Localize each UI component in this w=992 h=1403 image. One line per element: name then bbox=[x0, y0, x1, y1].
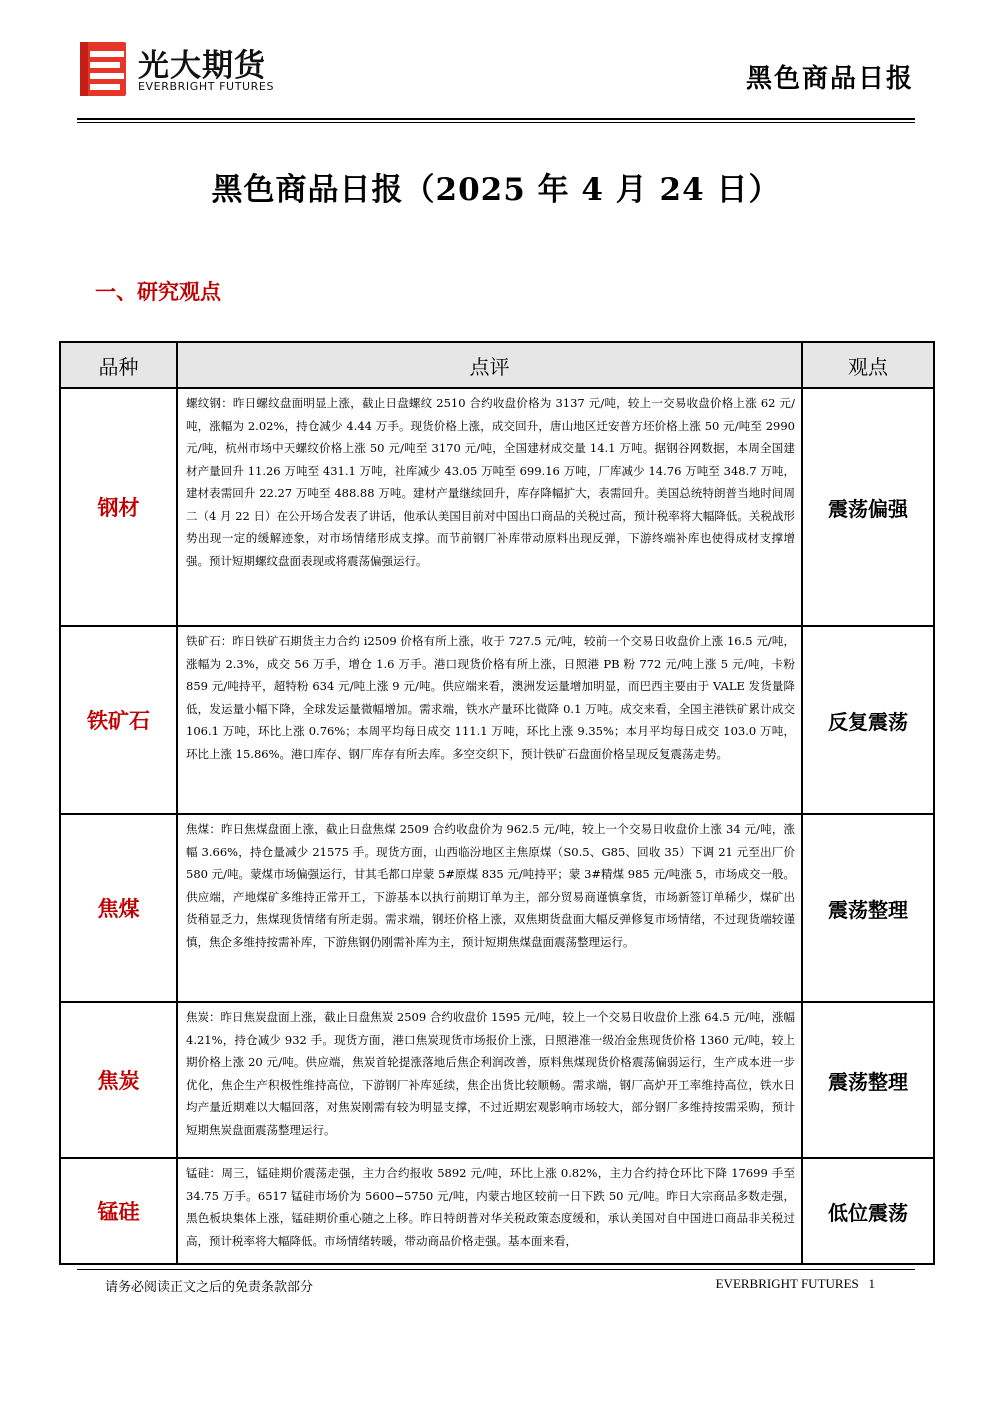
product-comment: 螺纹钢：昨日螺纹盘面明显上涨，截止日盘螺纹 2510 合约收盘价格为 3137 元/吨，较上一交易收盘价格上涨 62 元/吨，涨幅为 2.02%，持仓减少 4.44 万手。现货价格上涨，成交回升，唐山地区迁安普方坯价格上涨 50 元/吨至 2990 元/吨，杭州市场中天螺纹价格上涨 50 元/吨至 3170 元/吨，全国建材成交量 14.1 万吨。据钢谷网数据，本周全国建材产量回升 11.26 万吨至 431.1 万吨，社库减少 43.05 万吨至 699.16 万吨，厂库减少 14.76 万吨至 348.7 万吨，建材表需回升 22.27 万吨至 488.88 万吨。建材产量继续回升，库存降幅扩大，表需回升。美国总统特朗普当地时间周二（4 月 22 日）在公开场合发表了讲话，他承认美国目前对中国出口商品的关税过高，预计税率将大幅降低。关税战形势出现一定的缓解迹象，对市场情绪形成支撑。而节前钢厂补库带动原料出现反弹，下游终端补库也使得成材支撑增强。预计短期螺纹盘面表现或将震荡偏强运行。 bbox=[177, 388, 802, 626]
table-header-row bbox=[60, 342, 934, 388]
product-view: 震荡整理 bbox=[802, 814, 934, 1002]
research-views-table bbox=[59, 341, 935, 1265]
header-product: 品种 bbox=[60, 342, 177, 388]
document-title: 黑色商品日报（2025 年 4 月 24 日） bbox=[211, 172, 781, 208]
report-name: 黑色商品日报 bbox=[745, 64, 914, 94]
product-view: 震荡整理 bbox=[802, 1002, 934, 1158]
table-row bbox=[60, 388, 934, 626]
header-divider bbox=[77, 118, 915, 120]
everbright-logo-icon bbox=[76, 40, 130, 98]
product-name: 焦煤 bbox=[60, 814, 177, 1002]
product-view: 震荡偏强 bbox=[802, 388, 934, 626]
product-view: 反复震荡 bbox=[802, 626, 934, 814]
product-name: 铁矿石 bbox=[60, 626, 177, 814]
footer-brand: EVERBRIGHT FUTURES bbox=[715, 1276, 859, 1291]
company-name-cn: 光大期货 bbox=[138, 48, 266, 84]
company-name-en: EVERBRIGHT FUTURES bbox=[138, 80, 275, 93]
product-name: 锰硅 bbox=[60, 1158, 177, 1264]
footer-divider bbox=[77, 1269, 915, 1270]
header-divider-thin bbox=[77, 122, 915, 123]
product-name: 焦炭 bbox=[60, 1002, 177, 1158]
page-header bbox=[0, 0, 992, 125]
table-row bbox=[60, 814, 934, 1002]
header-view: 观点 bbox=[802, 342, 934, 388]
table-row bbox=[60, 1002, 934, 1158]
footer-disclaimer: 请务必阅读正文之后的免责条款部分 bbox=[105, 1280, 314, 1295]
header-comment: 点评 bbox=[177, 342, 802, 388]
page-number: 1 bbox=[868, 1276, 875, 1291]
table-row bbox=[60, 1158, 934, 1264]
product-view: 低位震荡 bbox=[802, 1158, 934, 1264]
product-comment: 铁矿石：昨日铁矿石期货主力合约 i2509 价格有所上涨，收于 727.5 元/吨，较前一个交易日收盘价上涨 16.5 元/吨，涨幅为 2.3%，成交 56 万手，增仓 1.6 万手。港口现货价格有所上涨，日照港 PB 粉 772 元/吨上涨 5 元/吨，卡粉 859 元/吨持平，超特粉 634 元/吨上涨 9 元/吨。供应端来看，澳洲发运量增加明显，而巴西主要由于 VALE 发货量降低，发运量小幅下降，全球发运量微幅增加。需求端，铁水产量环比微降 0.1 万吨。成交来看，全国主港铁矿累计成交 106.1 万吨，环比上涨 0.76%；本周平均每日成交 111.1 万吨，环比上涨 9.35%；本月平均每日成交 103.0 万吨，环比上涨 15.86%。港口库存、钢厂库存有所去库。多空交织下，预计铁矿石盘面价格呈现反复震荡走势。 bbox=[177, 626, 802, 814]
footer-brand-page bbox=[716, 1276, 875, 1292]
product-name: 钢材 bbox=[60, 388, 177, 626]
product-comment: 焦炭：昨日焦炭盘面上涨，截止日盘焦炭 2509 合约收盘价 1595 元/吨，较上一个交易日收盘价上涨 64.5 元/吨，涨幅 4.21%，持仓减少 932 手。现货方面，港口焦炭现货市场报价上涨，日照港准一级冶金焦现货价格 1360 元/吨，较上期价格上涨 20 元/吨。供应端，焦炭首轮提涨落地后焦企利润改善，原料焦煤现货价格震荡偏弱运行，生产成本进一步优化，焦企生产积极性维持高位，下游钢厂补库延续，焦企出货比较顺畅。需求端，钢厂高炉开工率维持高位，铁水日均产量近期难以大幅回落，对焦炭刚需有较为明显支撑，不过近期宏观影响市场较大，部分钢厂多维持按需采购，预计短期焦炭盘面震荡整理运行。 bbox=[177, 1002, 802, 1158]
table-row bbox=[60, 626, 934, 814]
product-comment: 焦煤：昨日焦煤盘面上涨，截止日盘焦煤 2509 合约收盘价为 962.5 元/吨，较上一个交易日收盘价上涨 34 元/吨，涨幅 3.66%，持仓量减少 21575 手。现货方面，山西临汾地区主焦原煤（S0.5、G85、回收 35）下调 21 元至出厂价 580 元/吨。蒙煤市场偏强运行，甘其毛都口岸蒙 5#原煤 835 元/吨持平；蒙 3#精煤 985 元/吨涨 5，市场成交一般。供应端，产地煤矿多维持正常开工，下游基本以执行前期订单为主，部分贸易商谨慎拿货，市场新签订单稀少，煤矿出货稍显乏力，焦煤现货情绪有所走弱。需求端，钢坯价格上涨，双焦期货盘面大幅反弹修复市场情绪，不过现货端较谨慎，焦企多维持按需补库，下游焦钢仍刚需补库为主，预计短期焦煤盘面震荡整理运行。 bbox=[177, 814, 802, 1002]
product-comment: 锰硅：周三，锰硅期价震荡走强，主力合约报收 5892 元/吨，环比上涨 0.82%，主力合约持仓环比下降 17699 手至 34.75 万手。6517 锰硅市场价为 5600−5750 元/吨，内蒙古地区较前一日下跌 50 元/吨。昨日大宗商品多数走强，黑色板块集体上涨，锰硅期价重心随之上移。昨日特朗普对华关税政策态度缓和，承认美国对自中国进口商品非关税过高，预计税率将大幅降低。市场情绪转暖，带动商品价格走强。基本面来看， bbox=[177, 1158, 802, 1264]
section-heading: 一、研究观点 bbox=[95, 279, 221, 304]
